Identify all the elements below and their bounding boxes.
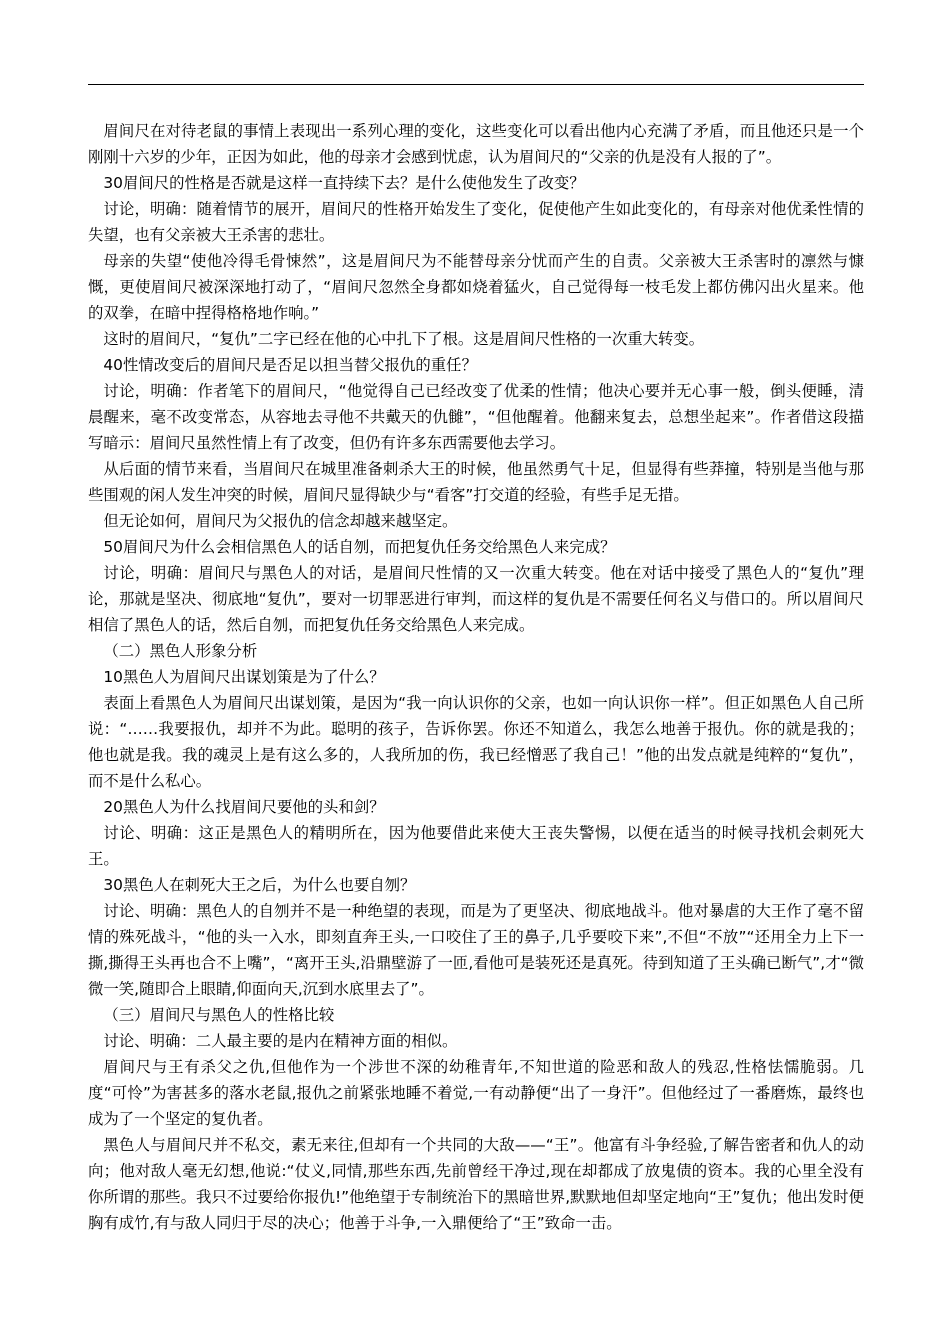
section-heading: （二）黑色人形象分析 (103, 642, 258, 660)
question-heading: 50眉间尺为什么会相信黑色人的话自刎，而把复仇任务交给黑色人来完成？ (103, 538, 616, 556)
question-heading: 30眉间尺的性格是否就是这样一直持续下去？是什么使他发生了改变？ (103, 174, 585, 192)
question-heading: 30黑色人在刺死大王之后，为什么也要自刎？ (103, 876, 416, 894)
paragraph: 从后面的情节来看，当眉间尺在城里准备刺杀大王的时候，他虽然勇气十足，但显得有些莽撞，特别是当他与那些围观的闲人发生冲突的时候，眉间尺显得缺少与“看客”打交道的经验，有些手足无措。 (88, 460, 864, 504)
paragraph: 讨论，明确：随着情节的展开，眉间尺的性格开始发生了变化，促使他产生如此变化的，有母亲对他优柔性情的失望，也有父亲被大王杀害的悲壮。 (88, 200, 864, 244)
paragraph: 讨论、明确：黑色人的自刎并不是一种绝望的表现，而是为了更坚决、彻底地战斗。他对暴虐的大王作了毫不留情的殊死战斗，“他的头一入水，即刻直奔王头,一口咬住了王的鼻子,几乎要咬下来”,不但“不放”“还用全力上下一撕,撕得王头再也合不上嘴”，“离开王头,沿鼎壁游了一匝,看他可是装死还是真死。待到知道了王头确已断气”,才“微微一笑,随即合上眼睛,仰面向天,沉到水底里去了”。 (88, 902, 864, 998)
question-heading: 40性情改变后的眉间尺是否足以担当替父报仇的重任？ (103, 356, 477, 374)
paragraph: 黑色人与眉间尺并不私交，素无来往,但却有一个共同的大敌——“王”。他富有斗争经验,了解告密者和仇人的动向；他对敌人毫无幻想,他说:“仗义,同情,那些东西,先前曾经干净过,现在却都成了放鬼债的资本。我的心里全没有你所谓的那些。我只不过要给你报仇!”他绝望于专制统治下的黑暗世界,默默地但却坚定地向“王”复仇；他出发时便胸有成竹,有与敌人同归于尽的决心；他善于斗争,一入鼎便给了“王”致命一击。 (88, 1136, 864, 1232)
paragraph: 表面上看黑色人为眉间尺出谋划策，是因为“我一向认识你的父亲，也如一向认识你一样”。但正如黑色人自己所说：“……我要报仇，却并不为此。聪明的孩子，告诉你罢。你还不知道么，我怎么地善于报仇。你的就是我的；他也就是我。我的魂灵上是有这么多的，人我所加的伤，我已经憎恶了我自己！”他的出发点就是纯粹的“复仇”，而不是什么私心。 (88, 694, 864, 790)
paragraph: 眉间尺与王有杀父之仇,但他作为一个涉世不深的幼稚青年,不知世道的险恶和敌人的残忍,性格怯懦脆弱。几度“可怜”为害甚多的落水老鼠,报仇之前紧张地睡不着觉,一有动静便“出了一身汗”。但他经过了一番磨炼，最终也成为了一个坚定的复仇者。 (88, 1058, 864, 1128)
question-heading: 20黑色人为什么找眉间尺要他的头和剑？ (103, 798, 385, 816)
section-heading: （三）眉间尺与黑色人的性格比较 (103, 1006, 335, 1024)
paragraph: 母亲的失望“使他冷得毛骨悚然”，这是眉间尺为不能替母亲分忧而产生的自责。父亲被大王杀害时的凛然与慷慨，更使眉间尺被深深地打动了，“眉间尺忽然全身都如烧着猛火，自己觉得每一枝毛发上都仿佛闪出火星来。他的双拳，在暗中捏得格格地作响。” (88, 252, 864, 322)
paragraph: 讨论、明确：二人最主要的是内在精神方面的相似。 (103, 1032, 458, 1050)
paragraph: 但无论如何，眉间尺为父报仇的信念却越来越坚定。 (103, 512, 458, 530)
question-heading: 10黑色人为眉间尺出谋划策是为了什么？ (103, 668, 385, 686)
paragraph: 讨论，明确：作者笔下的眉间尺，“他觉得自己已经改变了优柔的性情；他决心要并无心事一般，倒头便睡，清晨醒来，毫不改变常态，从容地去寻他不共戴天的仇雠”，“但他醒着。他翻来复去，总想坐起来”。作者借这段描写暗示：眉间尺虽然性情上有了改变，但仍有许多东西需要他去学习。 (88, 382, 864, 452)
paragraph: 这时的眉间尺，“复仇”二字已经在他的心中扎下了根。这是眉间尺性格的一次重大转变。 (103, 330, 705, 348)
document-body (88, 118, 864, 1236)
paragraph: 讨论，明确：眉间尺与黑色人的对话，是眉间尺性情的又一次重大转变。他在对话中接受了黑色人的“复仇”理论，那就是坚决、彻底地“复仇”，要对一切罪恶进行审判，而这样的复仇是不需要任何名义与借口的。所以眉间尺相信了黑色人的话，然后自刎，而把复仇任务交给黑色人来完成。 (88, 564, 864, 634)
paragraph: 讨论、明确：这正是黑色人的精明所在，因为他要借此来使大王丧失警惕，以便在适当的时候寻找机会刺死大王。 (88, 824, 864, 868)
paragraph: 眉间尺在对待老鼠的事情上表现出一系列心理的变化，这些变化可以看出他内心充满了矛盾，而且他还只是一个刚刚十六岁的少年，正因为如此，他的母亲才会感到忧虑，认为眉间尺的“父亲的仇是没有人报的了”。 (88, 122, 864, 166)
header-rule (88, 84, 864, 85)
